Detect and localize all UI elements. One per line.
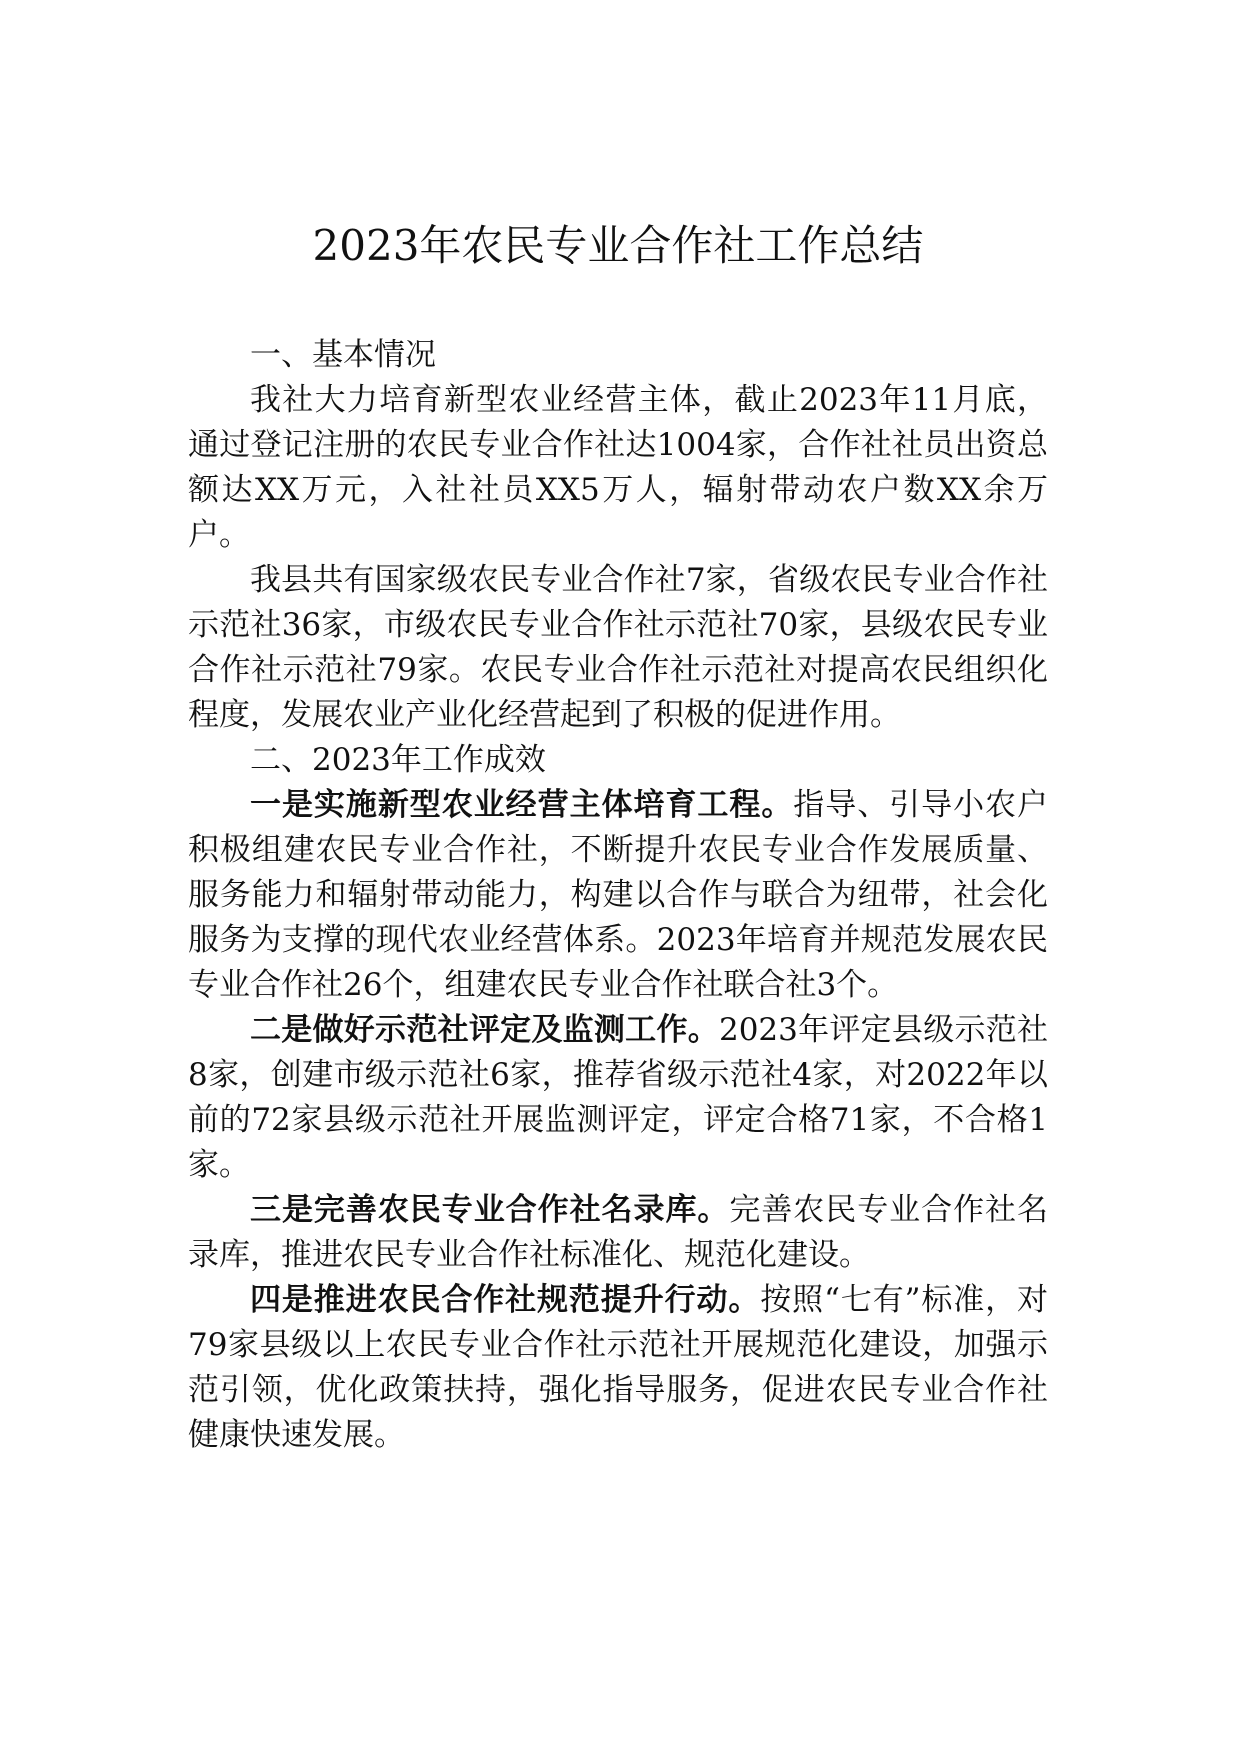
paragraph — [188, 378, 1048, 558]
paragraph-text: 我社大力培育新型农业经营主体，截止2023年11月底，通过登记注册的农民专业合作社达1004家，合作社社员出资总额达XX万元，入社社员XX5万人，辐射带动农户数XX余万户。 — [188, 382, 1048, 553]
paragraph — [188, 1278, 1048, 1458]
paragraph-text: 完善农民专业合作社名录库，推进农民专业合作社标准化、规范化建设。 — [188, 1192, 1048, 1273]
paragraph-text: 我县共有国家级农民专业合作社7家，省级农民专业合作社示范社36家，市级农民专业合作社示范社70家，县级农民专业合作社示范社79家。农民专业合作社示范社对提高农民组织化程度，发展农业产业化经营起到了积极的促进作用。 — [188, 562, 1048, 733]
paragraph-lead: 四是推进农民合作社规范提升行动。 — [250, 1282, 761, 1318]
section-heading: 二、2023年工作成效 — [250, 742, 546, 778]
section-heading: 一、基本情况 — [250, 337, 436, 373]
paragraph-text: 按照“七有”标准，对79家县级以上农民专业合作社示范社开展规范化建设，加强示范引领，优化政策扶持，强化指导服务，促进农民专业合作社健康快速发展。 — [188, 1282, 1049, 1453]
paragraph — [188, 1008, 1048, 1188]
paragraph-lead: 一是实施新型农业经营主体培育工程。 — [250, 787, 794, 823]
paragraph-text: 2023年评定县级示范社8家，创建市级示范社6家，推荐省级示范社4家，对2022年以前的72家县级示范社开展监测评定，评定合格71家，不合格1家。 — [188, 1012, 1048, 1183]
document-title: 2023年农民专业合作社工作总结 — [312, 221, 924, 270]
paragraph — [188, 558, 1048, 738]
paragraph-lead: 二是做好示范社评定及监测工作。 — [250, 1012, 719, 1048]
paragraph-lead: 三是完善农民专业合作社名录库。 — [250, 1192, 730, 1228]
paragraph — [188, 783, 1048, 1008]
document-body — [188, 333, 1048, 1458]
paragraph — [188, 1188, 1048, 1278]
paragraph-text: 指导、引导小农户积极组建农民专业合作社，不断提升农民专业合作发展质量、服务能力和辐射带动能力，构建以合作与联合为纽带，社会化服务为支撑的现代农业经营体系。2023年培育并规范发展农民专业合作社26个，组建农民专业合作社联合社3个。 — [188, 787, 1049, 1003]
